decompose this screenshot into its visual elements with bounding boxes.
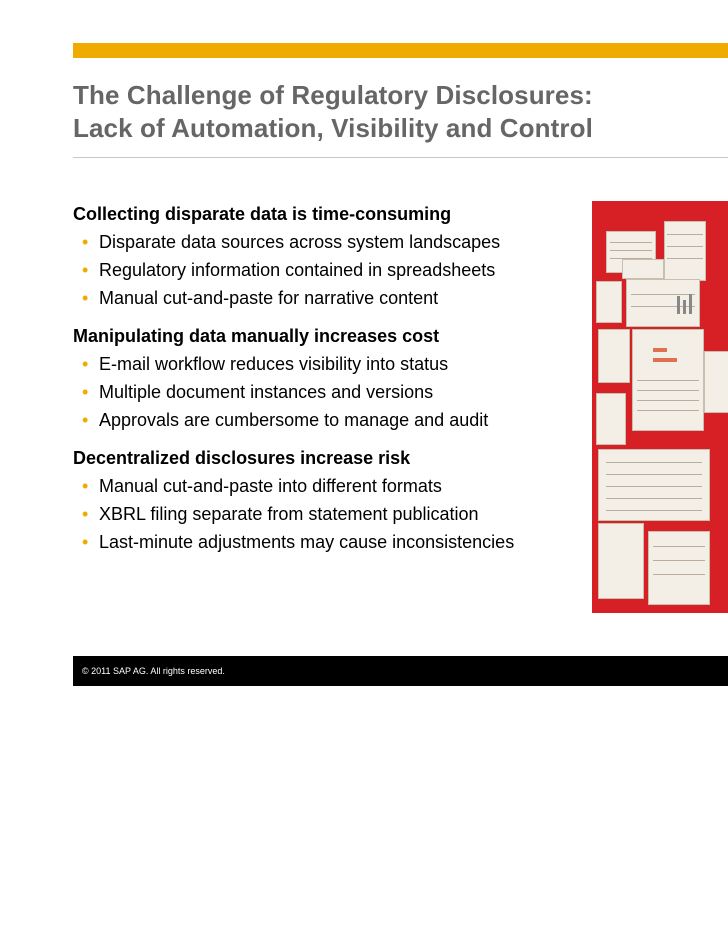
- slide-body: [73, 201, 573, 567]
- bullet-text: XBRL filing separate from statement publication: [99, 504, 479, 524]
- bullet-dot-icon: •: [82, 288, 89, 308]
- bullet-item: [73, 378, 573, 406]
- bullet-item: [73, 284, 573, 312]
- footer-bar: [73, 656, 728, 686]
- section-heading: Collecting disparate data is time-consuming: [73, 204, 452, 224]
- bullet-text: Approvals are cumbersome to manage and audit: [99, 410, 489, 430]
- bullet-text: Regulatory information contained in spreadsheets: [99, 260, 496, 280]
- bullet-text: Last-minute adjustments may cause inconsistencies: [99, 532, 515, 552]
- section-collecting: [73, 201, 573, 312]
- title-divider: [73, 157, 728, 158]
- bullet-text: Disparate data sources across system landscapes: [99, 232, 501, 252]
- bullet-text: Multiple document instances and versions: [99, 382, 434, 402]
- pinned-paper: [664, 221, 706, 281]
- copyright-text: © 2011 SAP AG. All rights reserved.: [82, 666, 225, 676]
- bullet-item: [73, 472, 573, 500]
- pinned-paper: [704, 351, 728, 413]
- bullet-item: [73, 406, 573, 434]
- bullet-list: [73, 228, 573, 312]
- pinned-paper: [648, 531, 710, 605]
- title-line-1: The Challenge of Regulatory Disclosures:: [73, 80, 593, 110]
- pinned-paper: [598, 329, 630, 383]
- pinned-paper: [596, 281, 622, 323]
- pinned-paper: [596, 393, 626, 445]
- title-line-2: Lack of Automation, Visibility and Control: [73, 113, 593, 143]
- bullet-dot-icon: •: [82, 260, 89, 280]
- header-accent-bar: [73, 43, 728, 58]
- pinned-paper: [632, 329, 704, 431]
- section-heading: Decentralized disclosures increase risk: [73, 448, 411, 468]
- bullet-dot-icon: •: [82, 382, 89, 402]
- bullet-dot-icon: •: [82, 532, 89, 552]
- bullet-item: [73, 350, 573, 378]
- slide-title: [73, 79, 728, 145]
- section-heading: Manipulating data manually increases cost: [73, 326, 440, 346]
- pinned-paper: [622, 259, 664, 279]
- bullet-text: Manual cut-and-paste into different formats: [99, 476, 442, 496]
- pinned-paper: [626, 279, 700, 327]
- photo-charts-on-wall: [592, 201, 728, 613]
- bullet-item: [73, 500, 573, 528]
- bullet-text: Manual cut-and-paste for narrative content: [99, 288, 439, 308]
- bullet-item: [73, 528, 573, 556]
- bullet-dot-icon: •: [82, 232, 89, 252]
- bullet-dot-icon: •: [82, 476, 89, 496]
- bullet-dot-icon: •: [82, 410, 89, 430]
- bullet-list: [73, 350, 573, 434]
- section-manipulating: [73, 323, 573, 434]
- section-decentralized: [73, 445, 573, 556]
- bullet-item: [73, 228, 573, 256]
- bullet-list: [73, 472, 573, 556]
- bullet-text: E-mail workflow reduces visibility into status: [99, 354, 449, 374]
- bullet-item: [73, 256, 573, 284]
- pinned-paper: [598, 449, 710, 521]
- bullet-dot-icon: •: [82, 354, 89, 374]
- pinned-paper: [598, 523, 644, 599]
- bullet-dot-icon: •: [82, 504, 89, 524]
